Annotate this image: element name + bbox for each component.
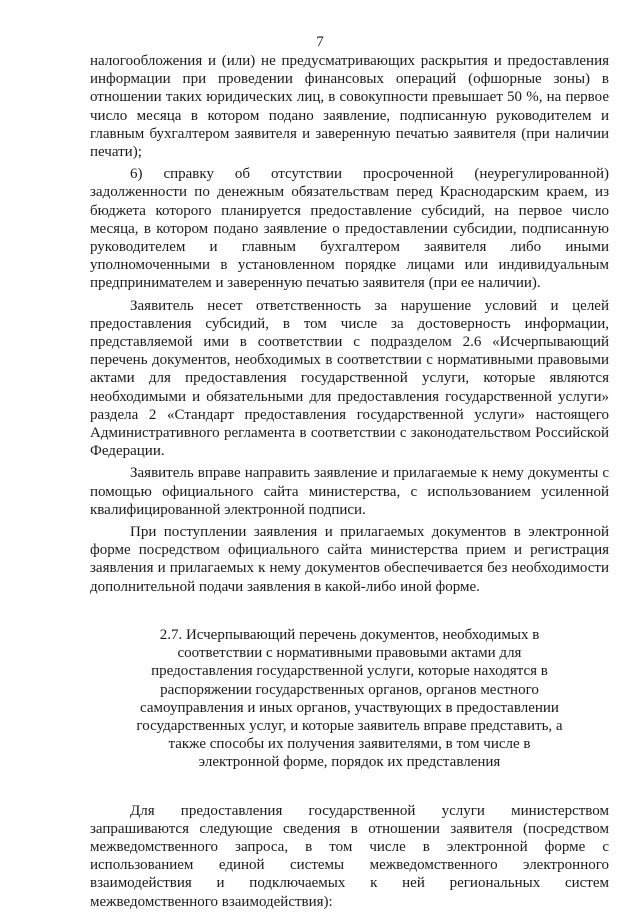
document-body <box>90 52 609 915</box>
page-number: 7 <box>316 34 324 50</box>
paragraph-interagency-request: Для предоставления государственной услуги министерством запрашиваются следующие сведения в отношении заявителя (посредством межведомственного запроса, в том числе в электронной форме с использованием единой системы межведомственного электронного взаимодействия и подключаемых к ней региональных систем межведомственного взаимодействия): <box>90 802 609 910</box>
paragraph-responsibility: Заявитель несет ответственность за нарушение условий и целей предоставления субсидий, в том числе за достоверность информации, представляемой ими в соответствии с подразделом 2.6 «Исчерпывающий перечень документов, необходимых в соответствии с нормативными правовыми актами для предоставления государственной услуги, которые являются необходимыми и обязательными для предоставления государственной услуги» раздела 2 «Стандарт предоставления государственной услуги» настоящего Административного регламента в соответствии с законодательством Российской Федерации. <box>90 297 609 460</box>
paragraph-continued: налогообложения и (или) не предусматривающих раскрытия и предоставления информации при проведении финансовых операций (офшорные зоны) в отношении таких юридических лиц, в совокупности превышает 50 %, на первое число месяца в котором подано заявление, подписанную руководителем и главным бухгалтером заявителя и заверенную печатью заявителя (при наличии печати); <box>90 53 609 161</box>
paragraph-electronic-submission: Заявитель вправе направить заявление и прилагаемые к нему документы с помощью официального сайта министерства, с использованием усиленной квалифицированной электронной подписи. <box>90 465 609 518</box>
section-heading: 2.7. Исчерпывающий перечень документов, необходимых в соответствии с нормативными правовыми актами для предоставления государственной услуги, которые находятся в распоряжении государственных органов, органов местного самоуправления и иных органов, участвующих в предоставлении государственных услуг, и которые заявитель вправе представить, а также способы их получения заявителями, в том числе в электронной форме, порядок их представления <box>136 626 563 771</box>
paragraph-electronic-receipt: При поступлении заявления и прилагаемых документов в электронной форме посредством официального сайта министерства прием и регистрация заявления и прилагаемых к нему документов обеспечивается без необходимости дополнительной подачи заявления в какой-либо иной форме. <box>90 524 609 595</box>
paragraph-item-6: 6) справку об отсутствии просроченной (неурегулированной) задолженности по денежным обязательствам перед Краснодарским краем, из бюджета которого планируется предоставление субсидий, на первое число месяца, в котором подано заявление о предоставлении субсидии, подписанную руководителем и главным бухгалтером заявителя либо иными уполномоченными в установленном порядке лицами или индивидуальным предпринимателем и заверенную печатью заявителя (при ее наличии). <box>90 166 609 292</box>
